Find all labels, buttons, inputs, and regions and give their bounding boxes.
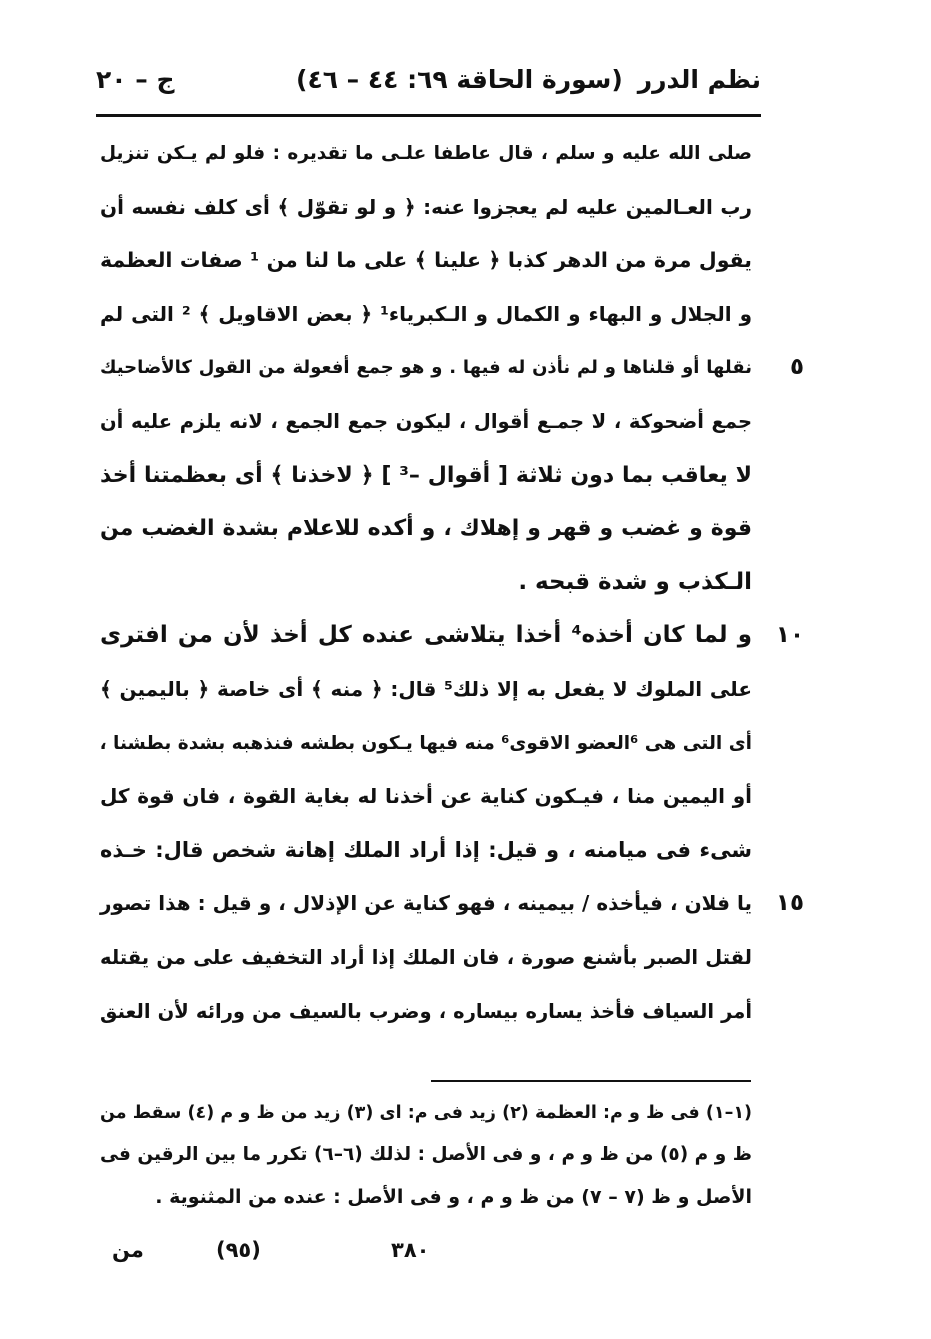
running-header: [96, 62, 761, 102]
text-line: أمر السياف فأخذ يساره بيساره ، وضرب بالسيف من ورائه لأن العنق: [100, 999, 752, 1023]
text-line: شىء فى ميامنه ، و قيل: إذا أراد الملك إهانة شخص قال: خـذه: [100, 837, 752, 862]
line-number: ١٥: [775, 890, 804, 917]
text-line: الـكذب و شدة قبحه .: [518, 568, 752, 595]
text-line: على الملوك لا يفعل به إلا ذلك⁵ قال: ﴿ منه ﴾ أى خاصة ﴿ باليمين ﴾: [100, 676, 752, 701]
text-line: لقتل الصبر بأشنع صورة ، فان الملك إذا أراد التخفيف على من يقتله: [100, 945, 752, 969]
footnote-line: ظ و م (٥) من ظ و م ، و فى الأصل : لذلك (٦–٦) تكرر ما بين الرقين فى: [100, 1144, 753, 1165]
text-line: يقول مرة من الدهر كذبا ﴿ علينا ﴾ على ما لنا من ¹ صفات العظمة: [100, 248, 752, 273]
text-line: و الجلال و البهاء و الكمال و الـكبرياء¹ ﴿ بعض الاقاويل ﴾ ² التى لم: [100, 301, 753, 326]
text-line: قوة و غضب و قهر و إهلاك ، و أكده للاعلام بشدة الغضب من: [100, 516, 752, 542]
book-title: نظم الدرر: [637, 65, 761, 94]
text-line: ٥ نقلها أو قلناها و لم نأذن له فيها . و هو جمع أفعولة من القول كالأضاحيك: [100, 341, 752, 395]
line-number: ١٠: [775, 622, 804, 649]
footnote-line: الأصل و ظ (٧ – ٧) من ظ و م ، و فى الأصل : عنده من المثنوية .: [155, 1186, 752, 1208]
footnotes: [100, 1092, 752, 1218]
header-divider: [96, 114, 761, 117]
line-number: ٥: [789, 354, 804, 381]
footnote-line: (١–١) فى ظ و م: العظمة (٢) زيد فى م: اى (٣) زيد من ظ و م (٤) سقط من: [100, 1103, 752, 1123]
text-line: صلى الله عليه و سلم ، قال عاطفا علـى ما تقديره : فلو لم يـكن تنزيل: [100, 143, 752, 164]
text-line: أى التى هى ⁶العضو الاقوى⁶ منه فيها يـكون بطشه فنذهبه بشدة بطشنا ،: [99, 732, 752, 754]
page-number: ٣٨٠: [391, 1238, 430, 1262]
text-line: ١٥ يا فلان ، فيأخذه / بيمينه ، فهو كناية عن الإذلال ، و قيل : هذا تصور: [100, 877, 752, 931]
text-line: أو اليمين منا ، فيـكون كناية عن أخذنا له بغاية القوة ، فان قوة كل: [100, 784, 752, 809]
text-line: جمع أضحوكة ، لا جمـع أقوال ، ليكون جمع الجمع ، لانه يلزم عليه أن: [100, 409, 752, 433]
footnote-divider: [431, 1080, 751, 1082]
text-line: ١٠ و لما كان أخذه⁴ أخذا يتلاشى عنده كل أخذ لأن من افترى: [100, 609, 752, 663]
text-line: لا يعاقب بما دون ثلاثة [ أقوال –³ ] ﴿ لاخذنا ﴾ أى بعظمتنا أخذ: [100, 462, 752, 488]
page-footer: [96, 1232, 761, 1268]
volume-label: ج – ٢٠: [96, 65, 175, 94]
text-line: رب العـالمين عليه لم يعجزوا عنه: ﴿ و لو تقوّل ﴾ أى كلف نفسه أن: [100, 194, 752, 219]
surah-reference: (سورة الحاقة ٦٩: ٤٤ – ٤٦): [296, 65, 623, 94]
catchword: من: [112, 1238, 144, 1262]
main-text: [99, 127, 804, 1038]
sheet-number: (٩٥): [216, 1238, 261, 1262]
